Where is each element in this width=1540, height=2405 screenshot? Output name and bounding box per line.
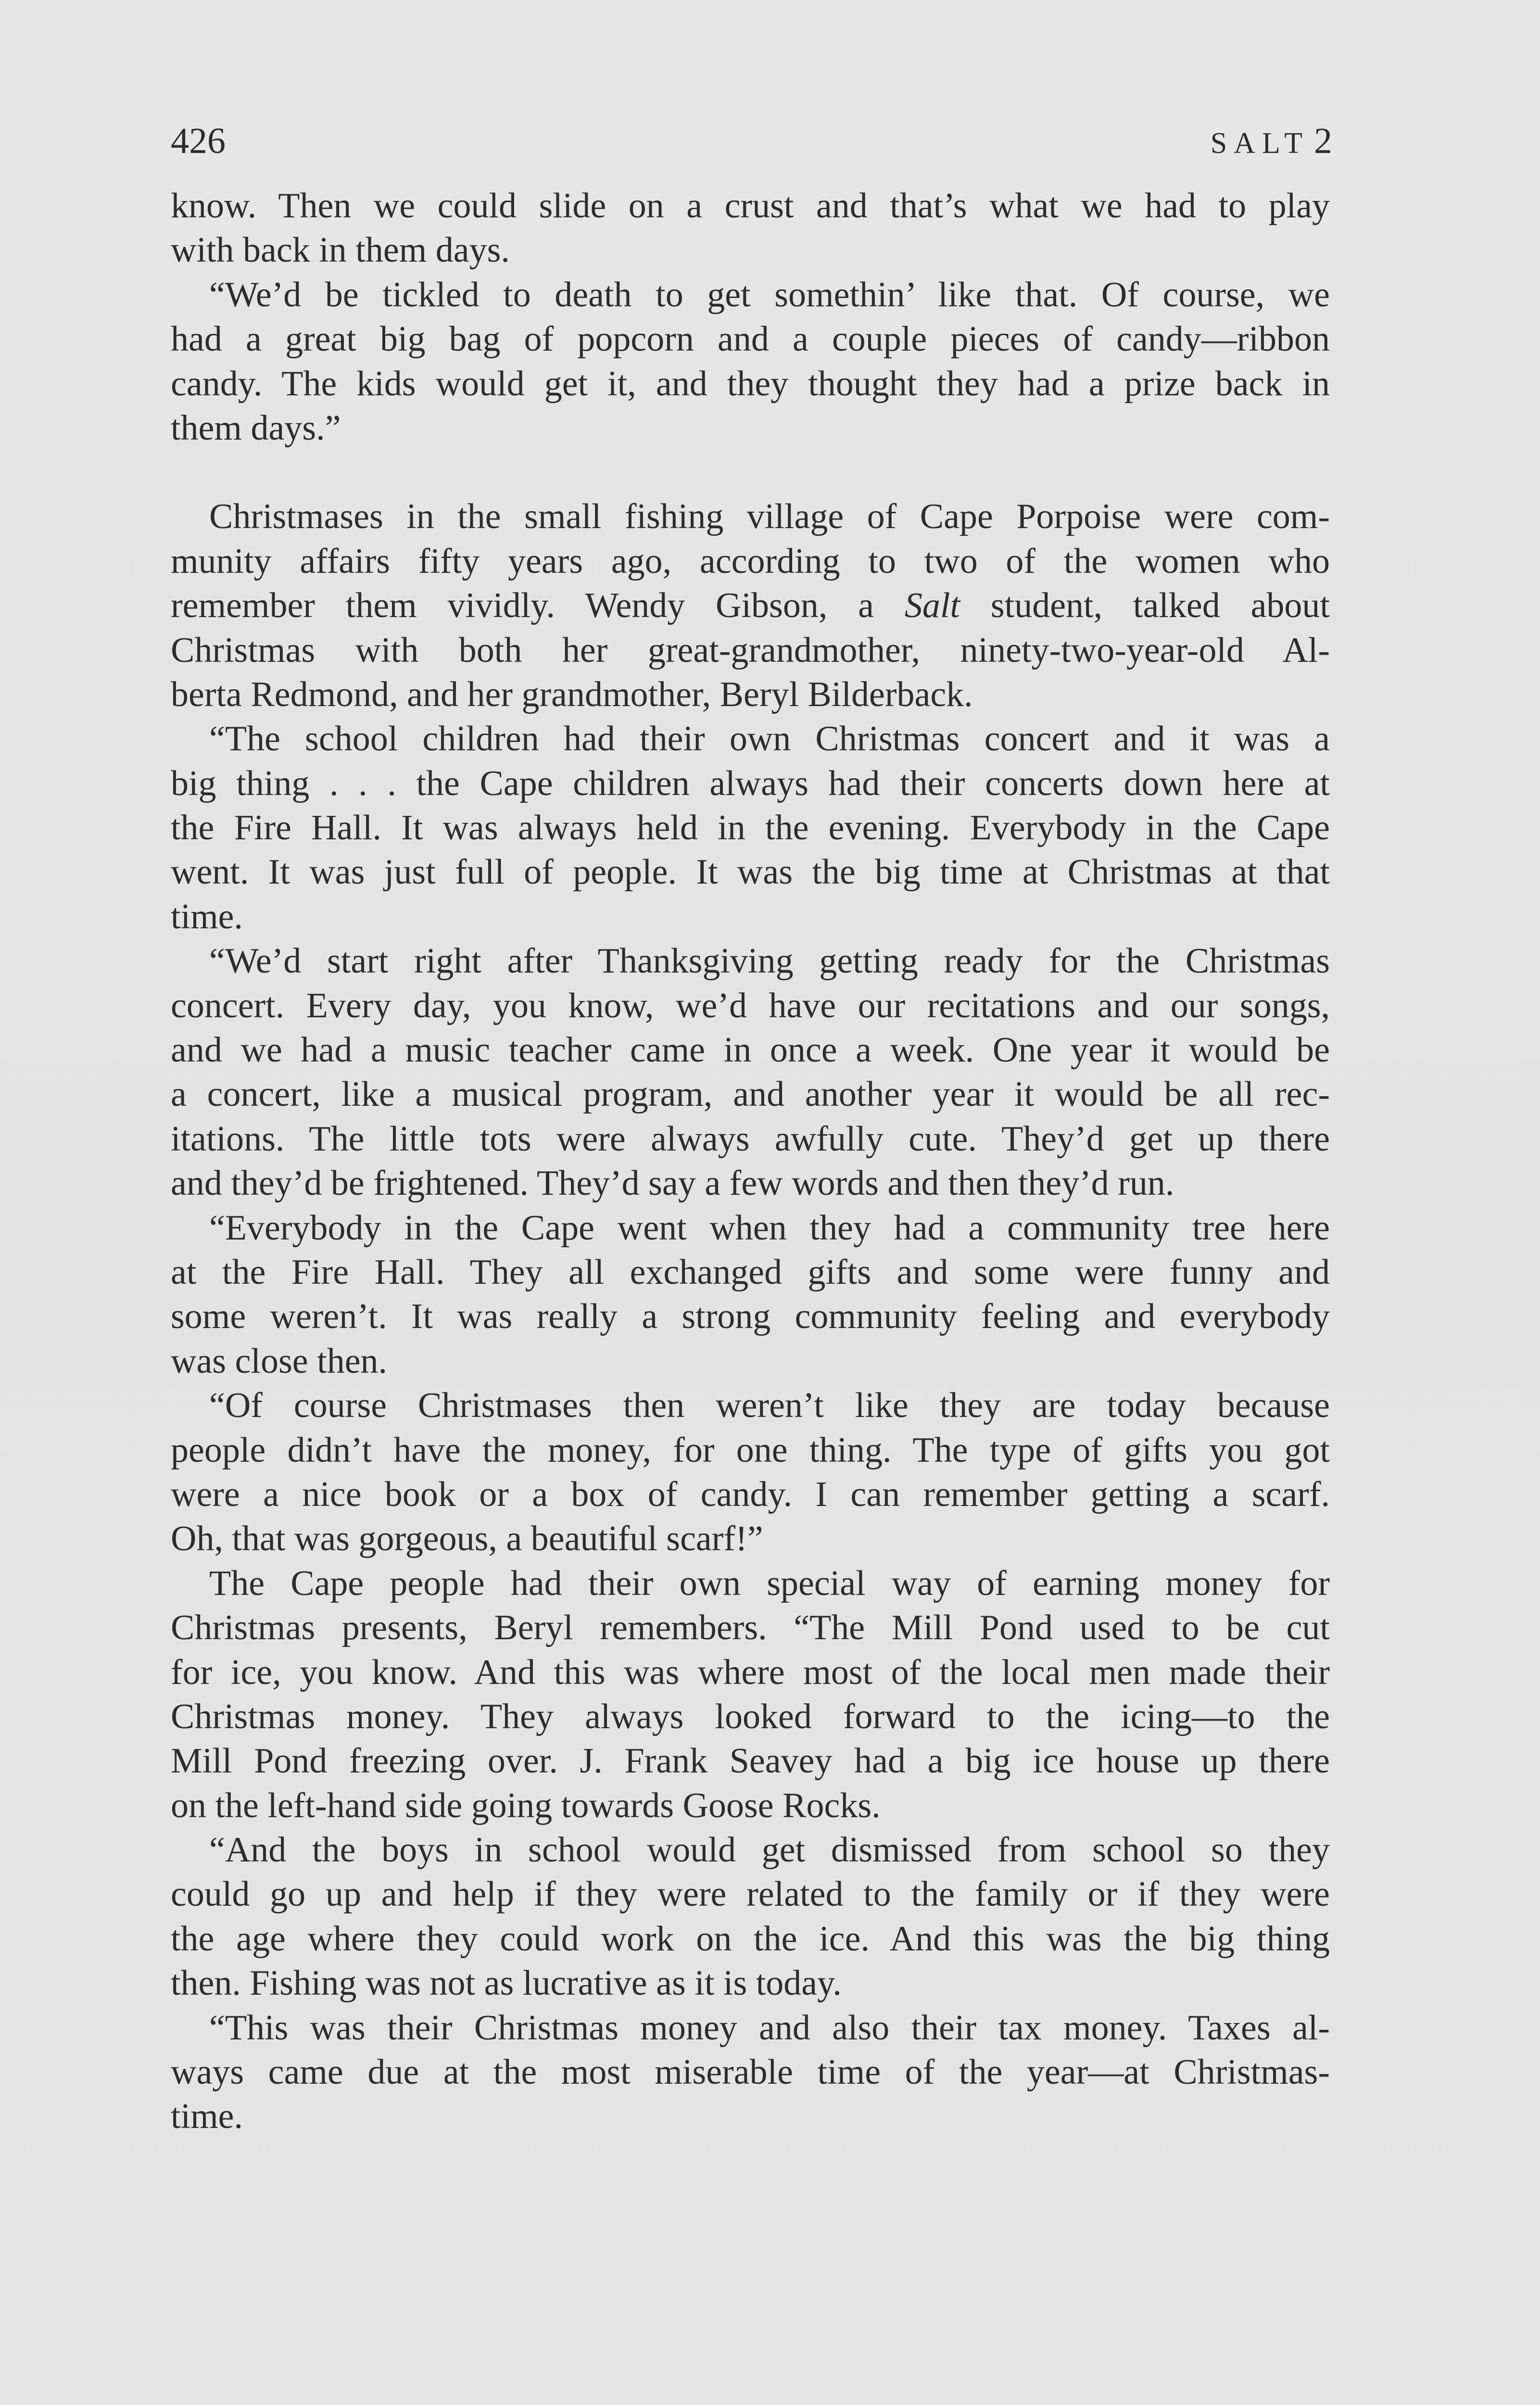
journal-title — [1211, 119, 1332, 165]
text-line: the age where they could work on the ice. And this was the big thing — [171, 1919, 1330, 1959]
text-line: on the left-hand side going towards Goose Rocks. — [171, 1785, 881, 1825]
text-line: at the Fire Hall. They all exchanged gifts and some were funny and — [171, 1252, 1330, 1292]
text-line: “We’d start right after Thanksgiving getting ready for the Christmas — [209, 941, 1330, 981]
section-break — [171, 450, 1330, 494]
text-line: itations. The little tots were always awfully cute. They’d get up there — [171, 1119, 1330, 1159]
text-line: time. — [171, 897, 243, 937]
paragraph — [171, 2006, 1330, 2139]
text-line: “Everybody in the Cape went when they had a community tree here — [209, 1208, 1330, 1248]
paragraph — [171, 1206, 1330, 1384]
paragraph — [171, 184, 1330, 273]
text-line: concert. Every day, you know, we’d have our recitations and our songs, — [171, 986, 1330, 1025]
text-line: “The school children had their own Christmas concert and it was a — [209, 719, 1330, 759]
paragraph — [171, 1383, 1330, 1561]
text-line: “Of course Christmases then weren’t like they are today because — [209, 1386, 1330, 1426]
text-line: know. Then we could slide on a crust and that’s what we had to play — [171, 186, 1330, 226]
text-line: Christmas money. They always looked forward to the icing—to the — [171, 1696, 1330, 1736]
text-line: “This was their Christmas money and also their tax money. Taxes al- — [209, 2008, 1330, 2048]
text-line: and they’d be frightened. They’d say a few words and then they’d run. — [171, 1164, 1174, 1203]
text-line: and we had a music teacher came in once a week. One year it would be — [171, 1030, 1330, 1070]
paragraph — [171, 494, 1330, 717]
text-line: Christmas with both her great-grandmother, ninety-two-year-old Al- — [171, 630, 1330, 670]
text-line: “We’d be tickled to death to get somethin’ like that. Of course, we — [209, 275, 1330, 315]
text-line: for ice, you know. And this was where most of the local men made their — [171, 1652, 1330, 1692]
journal-name: SALT — [1210, 127, 1309, 160]
text-line: with back in them days. — [171, 230, 510, 270]
text-line: were a nice book or a box of candy. I can remember getting a scarf. — [171, 1474, 1330, 1514]
text-line: ways came due at the most miserable time of the year—at Christmas- — [171, 2052, 1330, 2092]
text-line: then. Fishing was not as lucrative as it is today. — [171, 1963, 842, 2003]
journal-volume: 2 — [1314, 121, 1332, 161]
text-line: The Cape people had their own special way of earning money for — [209, 1563, 1330, 1603]
text-line: Mill Pond freezing over. J. Frank Seavey had a big ice house up there — [171, 1741, 1330, 1781]
text-line: time. — [171, 2097, 243, 2137]
text-line: was close then. — [171, 1341, 388, 1381]
text-line: candy. The kids would get it, and they thought they had a prize back in — [171, 364, 1330, 404]
text-line: Christmas presents, Beryl remembers. “The Mill Pond used to be cut — [171, 1608, 1330, 1648]
paragraph — [171, 1561, 1330, 1828]
text-line: went. It was just full of people. It was the big time at Christmas at that — [171, 852, 1330, 892]
text-line: some weren’t. It was really a strong community feeling and everybody — [171, 1297, 1330, 1337]
text-line: them days.” — [171, 408, 341, 448]
text-line: Oh, that was gorgeous, a beautiful scarf!” — [171, 1519, 763, 1559]
text-line: “And the boys in school would get dismissed from school so they — [209, 1830, 1330, 1870]
paragraph — [171, 273, 1330, 451]
paragraph — [171, 1828, 1330, 2006]
text-line: the Fire Hall. It was always held in the evening. Everybody in the Cape — [171, 808, 1330, 848]
text-line: berta Redmond, and her grandmother, Beryl Bilderback. — [171, 674, 973, 714]
text-line: remember them vividly. Wendy Gibson, a Salt student, talked about — [171, 586, 1330, 626]
page-number: 426 — [171, 121, 226, 161]
italic-title: Salt — [904, 586, 960, 626]
text-line: Christmases in the small fishing village of Cape Porpoise were com- — [209, 497, 1330, 537]
text-line: people didn’t have the money, for one thing. The type of gifts you got — [171, 1430, 1330, 1470]
text-line: a concert, like a musical program, and another year it would be all rec- — [171, 1075, 1330, 1114]
paragraph — [171, 717, 1330, 939]
text-line: big thing . . . the Cape children always had their concerts down here at — [171, 763, 1330, 803]
running-head — [171, 119, 1332, 163]
body-text — [171, 184, 1330, 2139]
paragraph — [171, 939, 1330, 1205]
text-line: had a great big bag of popcorn and a couple pieces of candy—ribbon — [171, 319, 1330, 359]
text-line: could go up and help if they were related to the family or if they were — [171, 1874, 1330, 1914]
text-line: munity affairs fifty years ago, according to two of the women who — [171, 541, 1330, 581]
